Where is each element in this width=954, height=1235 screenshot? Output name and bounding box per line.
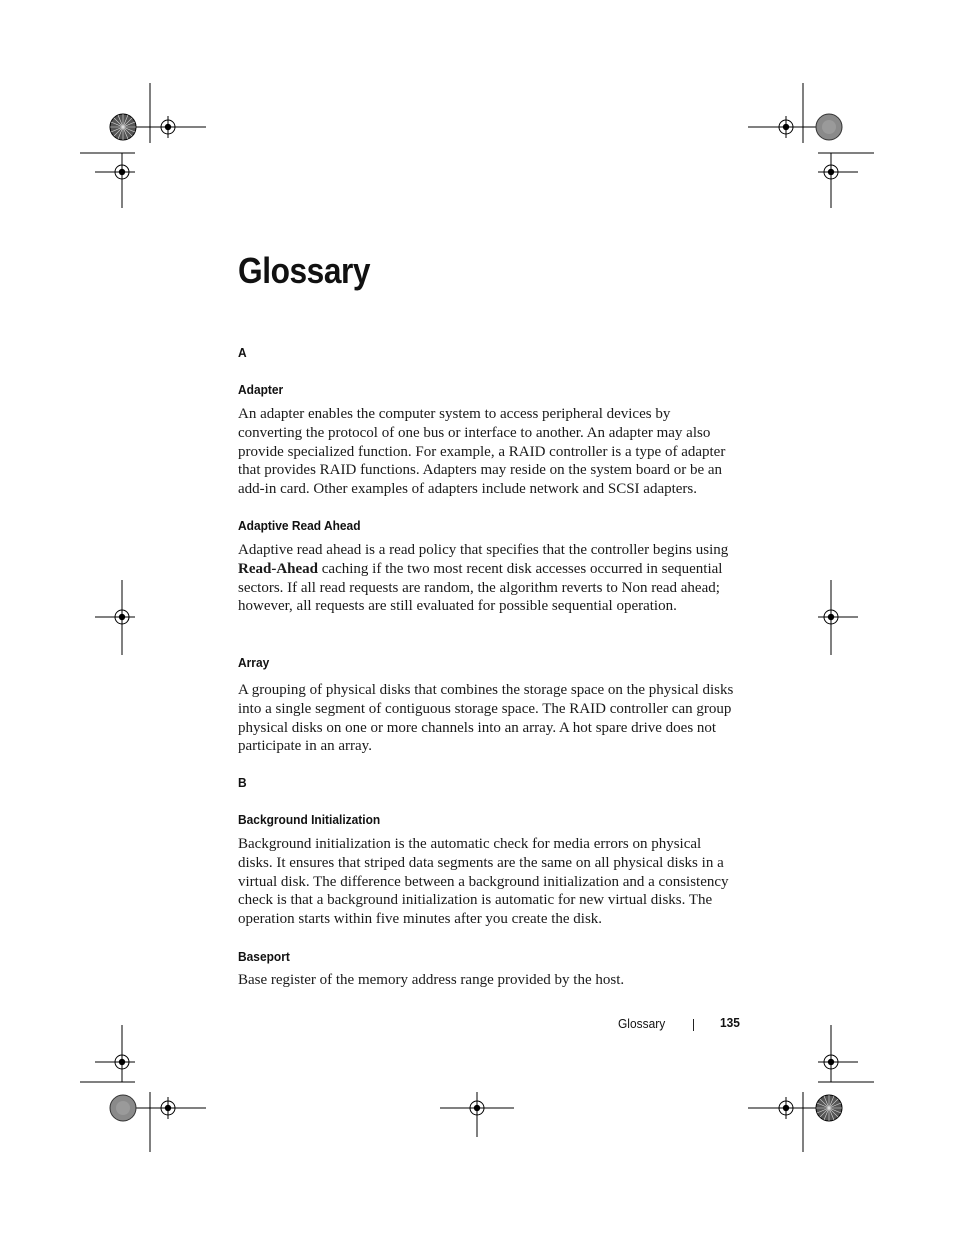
definition-bold-text: Read-Ahead <box>238 560 319 577</box>
term-background-initialization: Background Initialization <box>238 812 381 827</box>
definition-array: A grouping of physical disks that combines the storage space on the physical disks into a single segment of contiguous storage space. The RAID controller can group physical disks on one or more channels into an array. A hot spare drive does not participate in an array. <box>238 682 734 755</box>
definition-text: caching if the two most recent disk accesses occurred in sequential sectors. If all read requests are random, the algorithm reverts to Non read ahead; however, all requests are still evaluated for possible sequential operation. <box>238 560 723 615</box>
term-baseport: Baseport <box>238 949 290 964</box>
definition-baseport: Base register of the memory address range provided by the host. <box>238 972 625 988</box>
section-letter-a: A <box>238 345 247 360</box>
definition-background-initialization: Background initialization is the automatic check for media errors on physical disks. It ensures that striped data segments are the same on all physical disks in a virtual disk. The difference between a background initialization and a consistency check is that a background initialization is automatic for new virtual disks. The operation starts within five minutes after you create the disk. <box>238 836 729 928</box>
footer-section-title: Glossary <box>618 1016 666 1031</box>
page-number: 135 <box>720 1015 740 1030</box>
footer-divider <box>693 1019 694 1031</box>
page-title: Glossary <box>238 250 371 291</box>
definition-adaptive-read-ahead <box>238 541 738 616</box>
term-adaptive-read-ahead: Adaptive Read Ahead <box>238 518 361 533</box>
term-adapter: Adapter <box>238 382 284 397</box>
definition-text: Adaptive read ahead is a read policy that specifies that the controller begins using <box>238 542 729 558</box>
definition-adapter: An adapter enables the computer system to access peripheral devices by converting the protocol of one bus or interface to another. An adapter may also provide specialized function. For example, a RAID controller is a type of adapter that provides RAID functions. Adapters may reside on the system board or be an add-in card. Other examples of adapters include network and SCSI adapters. <box>238 406 726 498</box>
section-letter-b: B <box>238 775 247 790</box>
term-array: Array <box>238 655 270 670</box>
